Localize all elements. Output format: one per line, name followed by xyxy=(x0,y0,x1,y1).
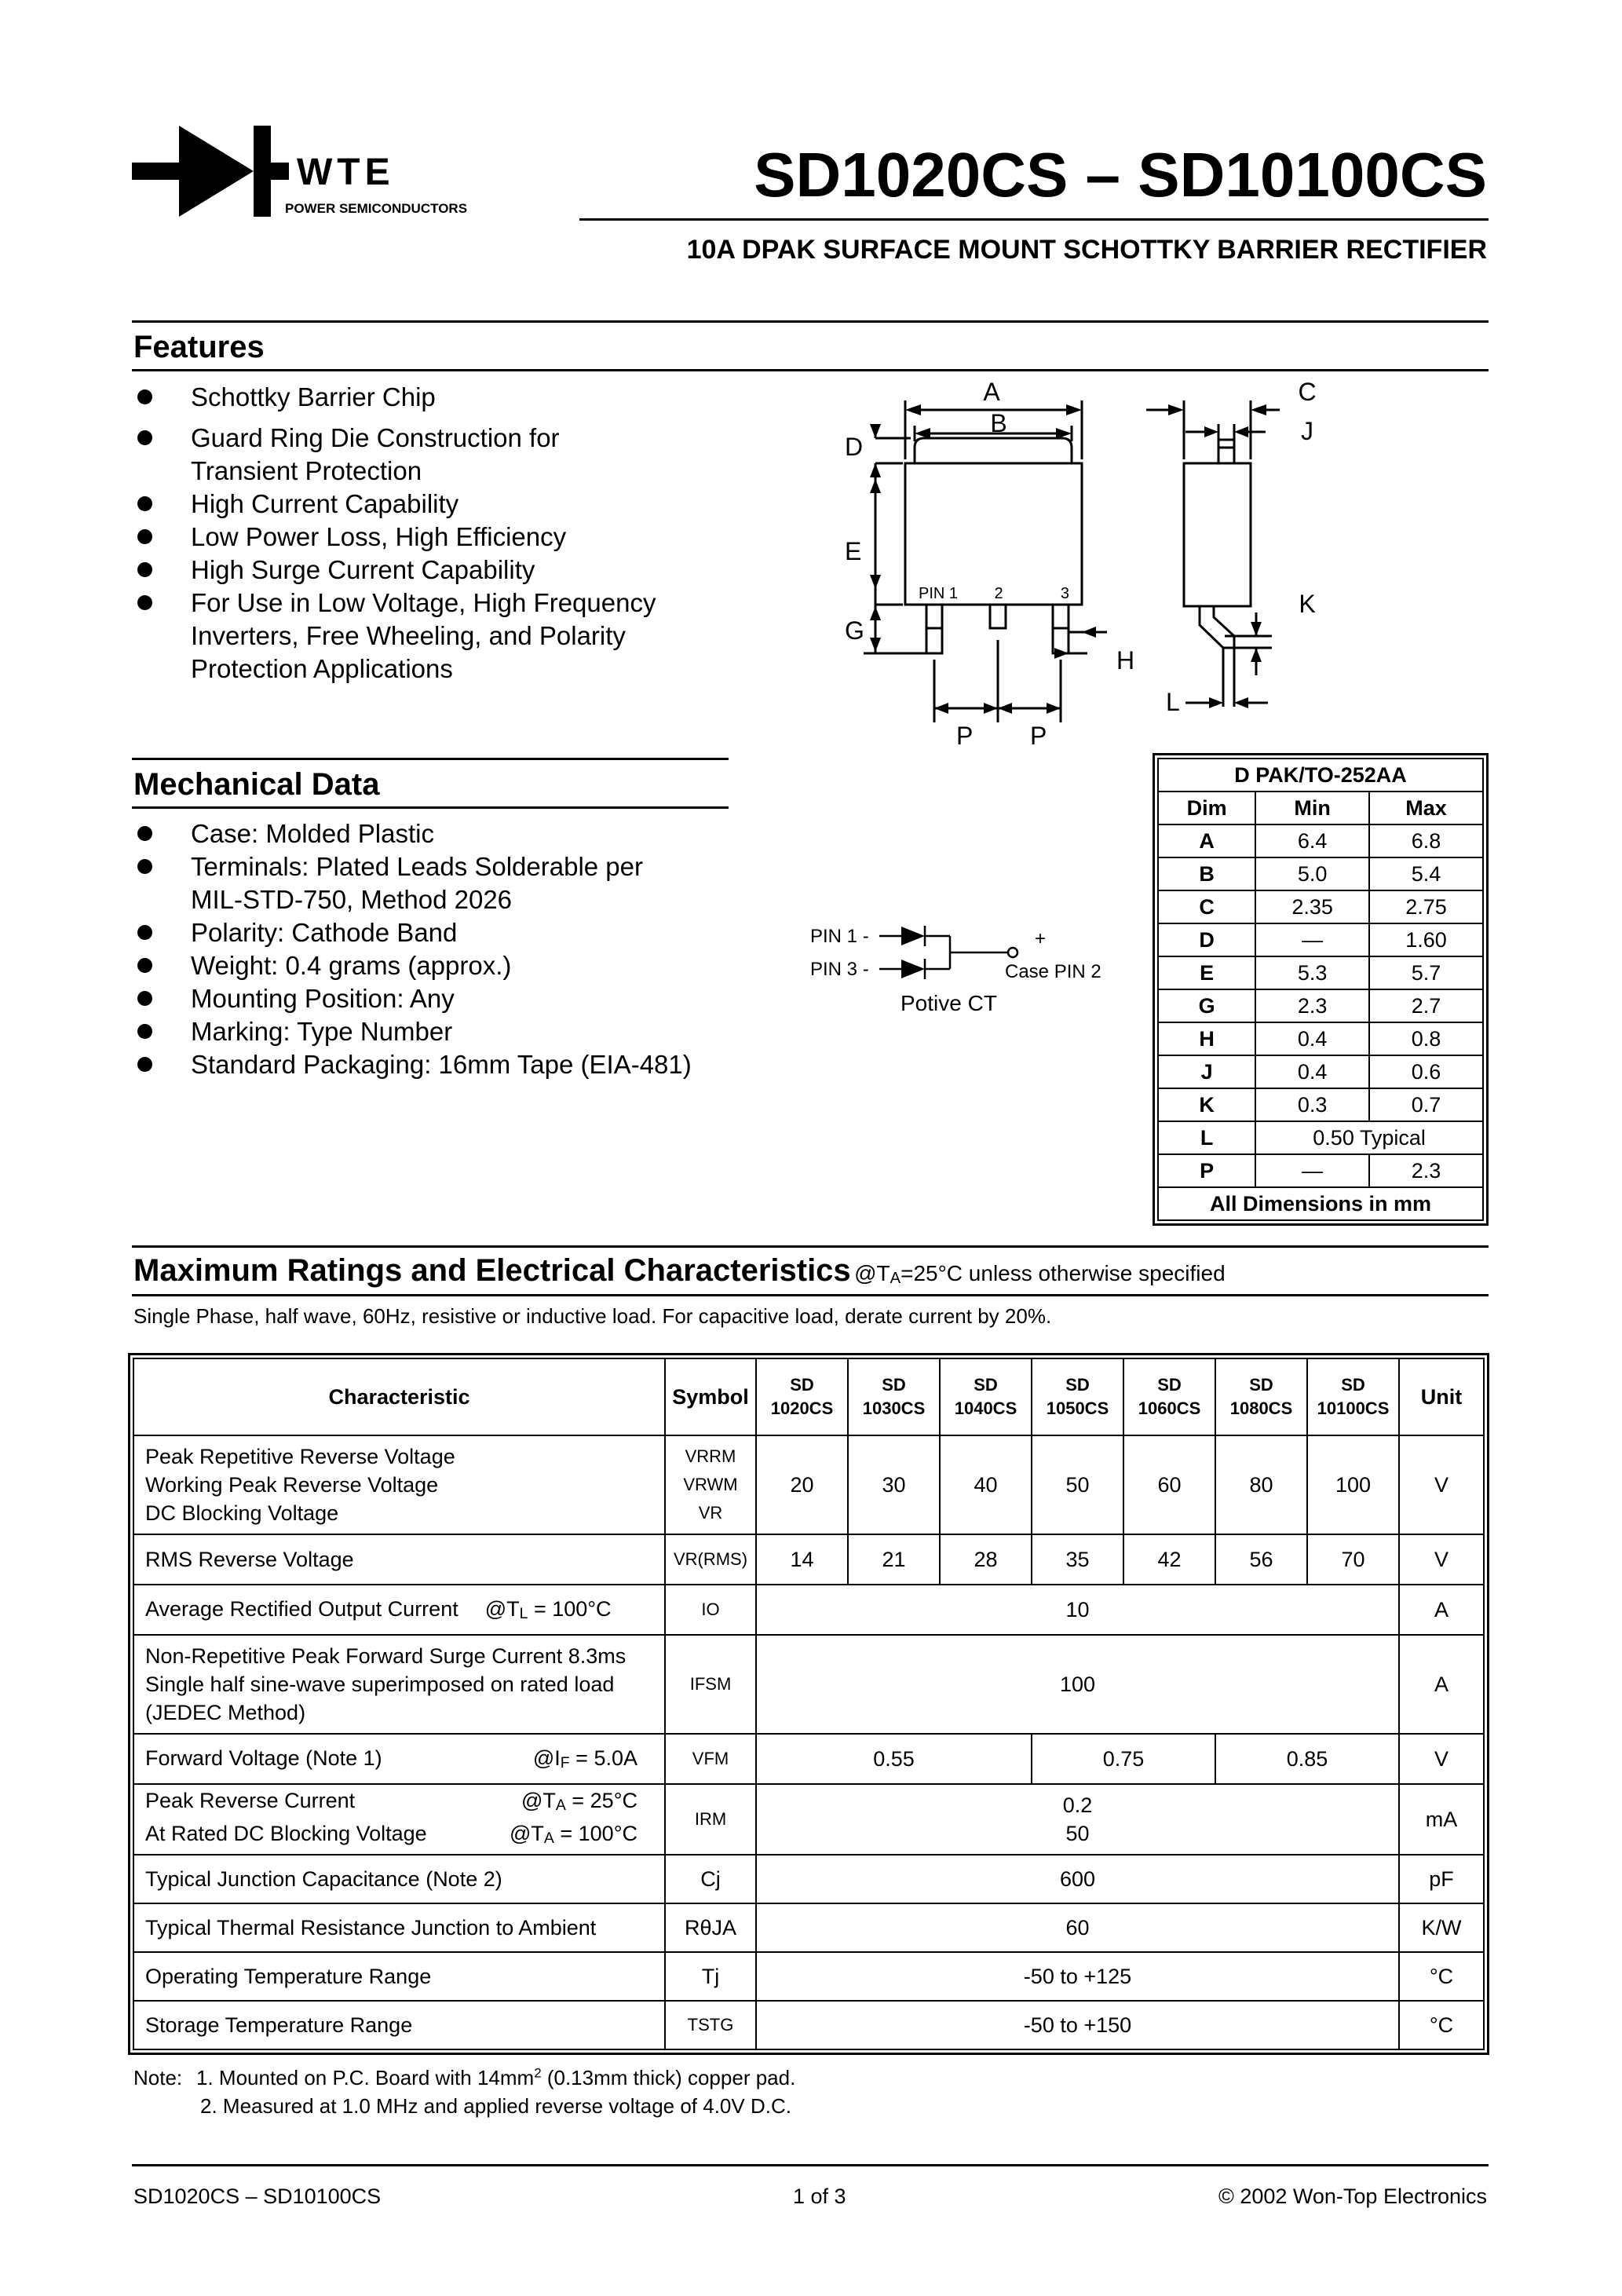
dim-label-h: H xyxy=(1116,646,1135,675)
dimension-table-title: D PAK/TO-252AA xyxy=(1158,759,1483,792)
table-row: K 0.3 0.7 xyxy=(1158,1088,1483,1121)
note-1: 1. Mounted on P.C. Board with $14mm^2$ (0.13mm thick) copper pad. xyxy=(196,2066,796,2090)
dim-label-p: P xyxy=(1030,722,1047,746)
dim-header: Min xyxy=(1255,792,1369,824)
pin-label: 2 xyxy=(994,585,1003,602)
table-row: G 2.3 2.7 xyxy=(1158,989,1483,1022)
circuit-diagram xyxy=(801,915,1115,1025)
list-item: Schottky Barrier Chip xyxy=(133,381,656,414)
wte-logo-icon xyxy=(132,126,289,220)
features-rule-top xyxy=(132,320,1489,323)
mech-rule-bottom xyxy=(132,806,729,809)
features-list xyxy=(133,381,656,686)
col-header-part: SD 1040CS xyxy=(940,1358,1032,1435)
col-header-symbol: Symbol xyxy=(665,1358,756,1435)
mech-rule-top xyxy=(132,758,729,760)
table-row: E 5.3 5.7 xyxy=(1158,956,1483,989)
list-item: Guard Ring Die Construction for xyxy=(133,422,656,455)
table-row: L 0.50 Typical xyxy=(1158,1121,1483,1154)
dimension-table xyxy=(1157,758,1484,1221)
dim-label-g: G xyxy=(845,616,864,645)
list-item: Weight: 0.4 grams (approx.) xyxy=(133,949,692,982)
circuit-caption: Potive CT xyxy=(901,991,997,1015)
col-header-part: SD 1020CS xyxy=(756,1358,848,1435)
footer-rule xyxy=(132,2164,1489,2166)
col-header-part: SD 1080CS xyxy=(1215,1358,1307,1435)
ratings-heading-line xyxy=(133,1251,1226,1298)
note-2: 2. Measured at 1.0 MHz and applied reverse voltage of 4.0V D.C. xyxy=(200,2094,791,2119)
list-item: High Current Capability xyxy=(133,488,656,521)
list-item: Terminals: Plated Leads Solderable per xyxy=(133,850,692,883)
list-item: For Use in Low Voltage, High Frequency xyxy=(133,587,656,620)
list-item: Case: Molded Plastic xyxy=(133,817,692,850)
page-subtitle: 10A DPAK SURFACE MOUNT SCHOTTKY BARRIER RECTIFIER xyxy=(686,235,1487,265)
title-rule xyxy=(579,218,1489,221)
table-row: Storage Temperature Range TSTG -50 to +150 °C xyxy=(133,2001,1484,2049)
list-item: Marking: Type Number xyxy=(133,1015,692,1048)
list-item-continued: MIL-STD-750, Method 2026 xyxy=(191,885,513,914)
table-row: C 2.35 2.75 xyxy=(1158,890,1483,923)
table-row: B 5.0 5.4 xyxy=(1158,857,1483,890)
col-header-unit: Unit xyxy=(1399,1358,1484,1435)
table-row: Non-Repetitive Peak Forward Surge Current 8.3ms Single half sine-wave superimposed on rated load (JEDEC Method) IFSM 100 A xyxy=(133,1635,1484,1734)
ratings-rule-bottom xyxy=(132,1294,1489,1296)
table-row: Average Rectified Output Current @TL = 100°C IO 10 A xyxy=(133,1585,1484,1635)
package-outline-diagram xyxy=(816,377,1382,746)
notes xyxy=(133,2060,795,2120)
dimension-table-frame xyxy=(1153,753,1489,1226)
electrical-table xyxy=(133,1358,1485,2050)
ratings-note: Single Phase, half wave, 60Hz, resistive or inductive load. For capacitive load, derate current by 20%. xyxy=(133,1304,1052,1328)
dimension-table-footer: All Dimensions in mm xyxy=(1158,1187,1483,1220)
ratings-rule-top xyxy=(132,1245,1489,1248)
page-title: SD1020CS – SD10100CS xyxy=(754,140,1487,210)
list-item: High Surge Current Capability xyxy=(133,554,656,587)
circuit-pin1-label: PIN 1 - xyxy=(810,926,869,947)
dim-label-k: K xyxy=(1299,590,1316,618)
ratings-condition: @TA=25°C unless otherwise specified xyxy=(854,1261,1226,1288)
col-header-part: SD 1060CS xyxy=(1123,1358,1215,1435)
col-header-part: SD 1030CS xyxy=(848,1358,940,1435)
table-row: Peak Reverse Current @TA = 25°C At Rated DC Blocking Voltage @TA = 100°C IRM 0.2 50 mA xyxy=(133,1784,1484,1855)
list-item-continued: Inverters, Free Wheeling, and Polarity xyxy=(191,621,626,650)
table-row: Typical Thermal Resistance Junction to Ambient RθJA 60 K/W xyxy=(133,1903,1484,1952)
list-item: Polarity: Cathode Band xyxy=(133,916,692,949)
pin-label: 3 xyxy=(1060,585,1069,602)
dim-label-c: C xyxy=(1298,378,1317,406)
dim-label-a: A xyxy=(983,378,1000,406)
dim-label-e: E xyxy=(845,537,862,565)
table-row: D — 1.60 xyxy=(1158,923,1483,956)
features-rule-bottom xyxy=(132,369,1489,371)
mech-list xyxy=(133,817,692,1081)
features-heading: Features xyxy=(133,330,265,364)
pin-label: PIN 1 xyxy=(919,585,959,602)
table-row: H 0.4 0.8 xyxy=(1158,1022,1483,1055)
circuit-case-label: Case PIN 2 xyxy=(1005,961,1101,982)
table-row: Operating Temperature Range Tj -50 to +125 °C xyxy=(133,1952,1484,2001)
table-row: P — 2.3 xyxy=(1158,1154,1483,1187)
ratings-heading: Maximum Ratings and Electrical Characteristics xyxy=(133,1253,851,1288)
electrical-table-frame xyxy=(128,1353,1489,2055)
list-item: Standard Packaging: 16mm Tape (EIA-481) xyxy=(133,1048,692,1081)
list-item-continued: Protection Applications xyxy=(191,654,453,683)
table-row: J 0.4 0.6 xyxy=(1158,1055,1483,1088)
footer-page: 1 of 3 xyxy=(793,2184,846,2208)
circuit-plus-label: + xyxy=(1035,928,1047,949)
list-item: Mounting Position: Any xyxy=(133,982,692,1015)
dim-label-p: P xyxy=(956,722,974,746)
dim-label-j: J xyxy=(1301,417,1313,445)
dim-label-b: B xyxy=(990,409,1007,437)
logo-text: WTE xyxy=(297,152,395,193)
col-header-part: SD 1050CS xyxy=(1032,1358,1123,1435)
dim-header: Dim xyxy=(1158,792,1255,824)
circuit-pin3-label: PIN 3 - xyxy=(810,959,869,980)
table-row: Typical Junction Capacitance (Note 2) Cj 600 pF xyxy=(133,1855,1484,1903)
mech-heading: Mechanical Data xyxy=(133,767,380,802)
col-header-characteristic: Characteristic xyxy=(133,1358,665,1435)
dim-header: Max xyxy=(1369,792,1483,824)
dim-label-l: L xyxy=(1166,688,1180,716)
footer-right: © 2002 Won-Top Electronics xyxy=(1218,2184,1487,2208)
list-item-continued: Transient Protection xyxy=(191,456,422,485)
col-header-part: SD 10100CS xyxy=(1307,1358,1399,1435)
logo-subtext: POWER SEMICONDUCTORS xyxy=(285,201,468,216)
table-row: Peak Repetitive Reverse Voltage Working Peak Reverse Voltage DC Blocking Voltage VRRM VRWM VR 20 30 40 50 60 80 100 V xyxy=(133,1435,1484,1534)
dim-label-d: D xyxy=(845,433,864,461)
footer-left: SD1020CS – SD10100CS xyxy=(133,2184,382,2208)
list-item: Low Power Loss, High Efficiency xyxy=(133,521,656,554)
table-row: Forward Voltage (Note 1) @IF = 5.0A VFM 0.55 0.75 0.85 V xyxy=(133,1734,1484,1784)
table-row: RMS Reverse Voltage VR(RMS) 14 21 28 35 42 56 70 V xyxy=(133,1534,1484,1585)
table-row: A 6.4 6.8 xyxy=(1158,824,1483,857)
notes-label: Note: xyxy=(133,2066,183,2090)
